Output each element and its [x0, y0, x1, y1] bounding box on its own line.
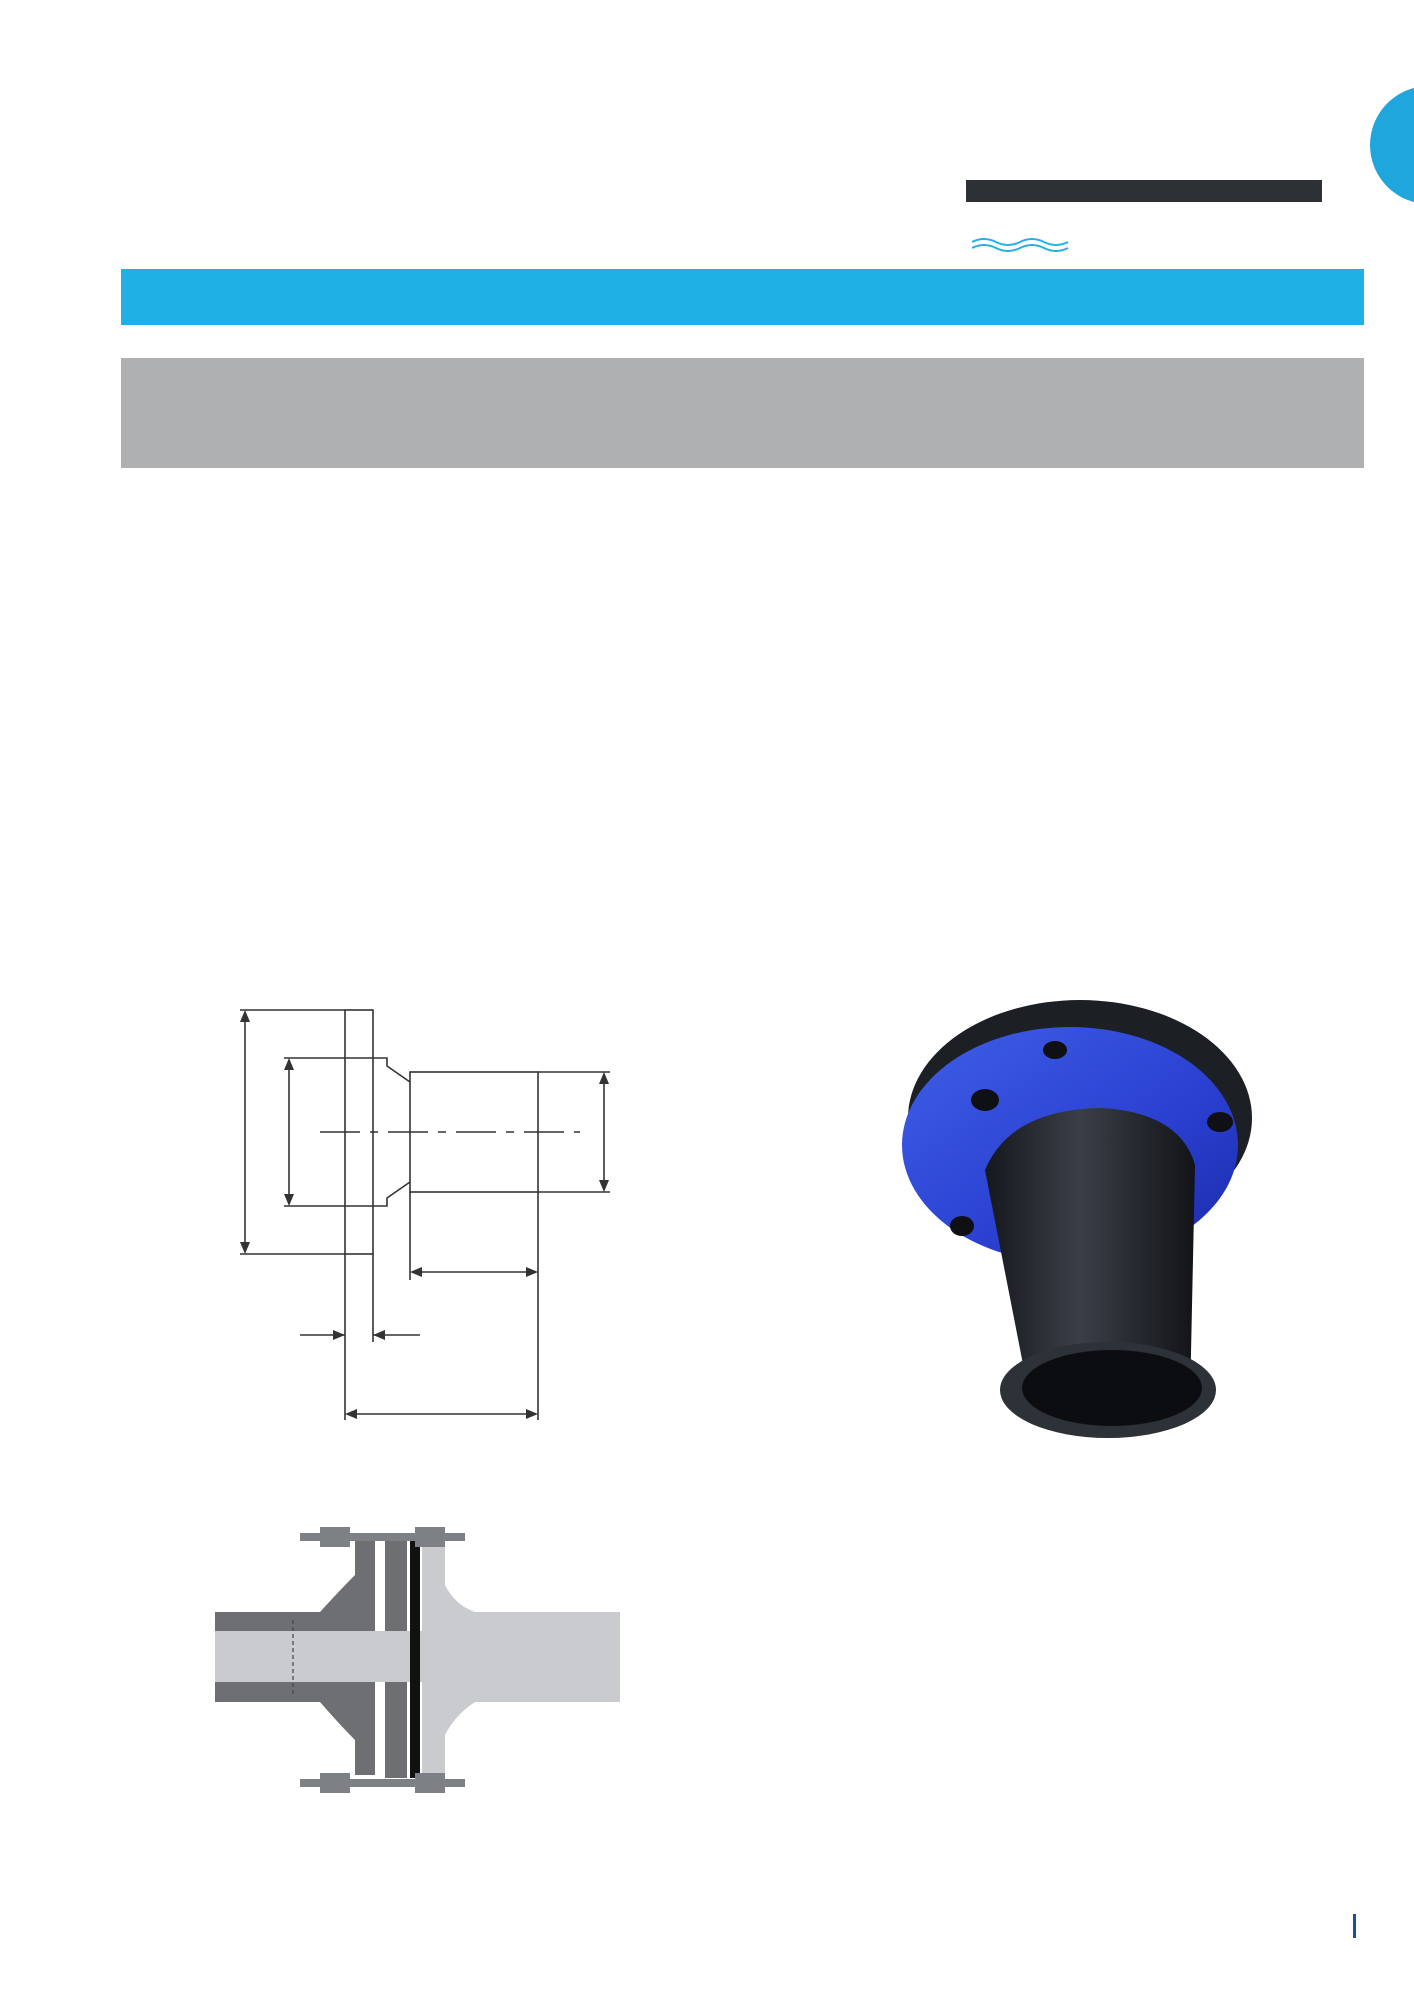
technical-drawing [200, 990, 640, 1430]
brand-logo [962, 128, 1322, 200]
footer-divider [1353, 1914, 1356, 1938]
product-photo [890, 990, 1270, 1440]
section-header-bar [121, 269, 1364, 325]
feature-list [672, 1552, 1362, 1565]
waves-icon [972, 236, 1072, 252]
footer-page-info [1345, 1912, 1364, 1940]
corner-tab [1370, 86, 1414, 204]
logo-strip [966, 180, 1322, 202]
subheader-bar [121, 358, 1364, 468]
footer-website [121, 1912, 129, 1940]
bolting-diagram [200, 1515, 640, 1815]
